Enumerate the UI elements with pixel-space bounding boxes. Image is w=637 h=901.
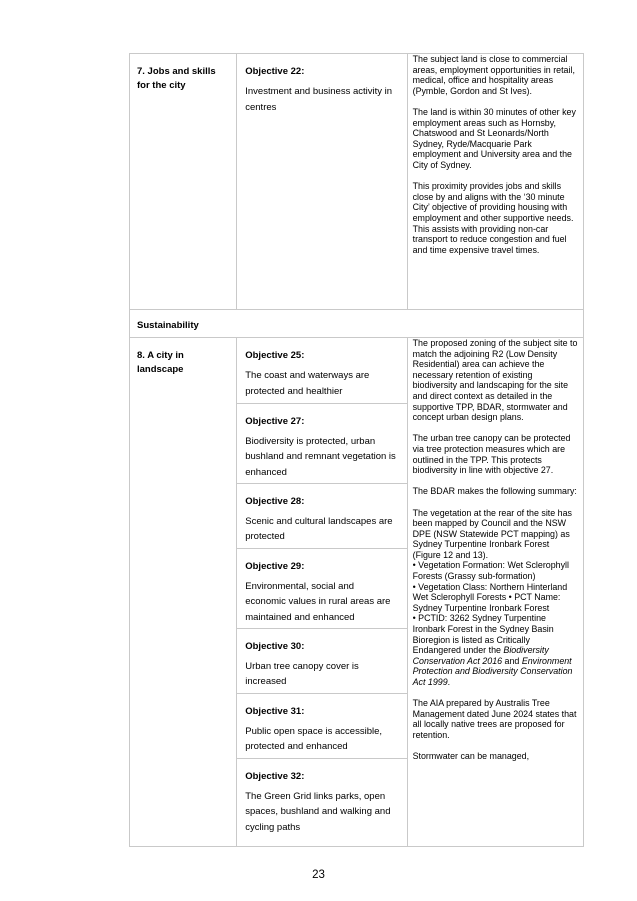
objective-item (237, 483, 406, 548)
objective-item (237, 758, 406, 835)
objective-item (237, 548, 406, 628)
objective-title: Objective 22: (245, 66, 305, 77)
bullet-item: • Vegetation Class: Northern Hinterland Wet Sclerophyll Forests • PCT Name: Sydney Turpentine Ironbark Forest (412, 581, 568, 613)
objective-item (237, 403, 406, 483)
objective-title: Objective 32: (245, 770, 305, 782)
policy-table (129, 53, 584, 847)
row-heading-jobs: 7. Jobs and skills for the city (130, 54, 237, 310)
objectives-list (237, 338, 406, 835)
table-row (130, 310, 584, 338)
table-row (130, 54, 584, 310)
bullet-item: • Vegetation Formation: Wet Sclerophyll Forests (Grassy sub-formation) (412, 560, 569, 582)
response-cell (407, 338, 583, 847)
objective-text: Investment and business activity in centres (245, 86, 393, 113)
response-paragraph: Stormwater can be managed, (412, 751, 530, 762)
summary-intro: The vegetation at the rear of the site has been mapped by Council and the NSW DPE (NSW Statewide PCT mapping) as Sydney Turpentine Ironbark Forest (Figure 12 and 13). (412, 507, 572, 560)
objective-item (237, 693, 406, 758)
objective-text: Scenic and cultural landscapes are protected (245, 515, 393, 542)
bullet-item: • PCTID: 3262 Sydney Turpentine Ironbark Forest in the Sydney Basin Bioregion is listed as Critically Endangered under the Biodiversity Conservation Act 2016 and Environment Protection and Biodiversity Conservation Act 1999. (412, 613, 573, 687)
page-number: 23 (312, 869, 325, 881)
objective-title: Objective 27: (245, 415, 305, 427)
objective-text: The Green Grid links parks, open spaces, bushland and walking and cycling paths (245, 790, 391, 833)
bdar-summary (413, 508, 578, 688)
table-row (130, 338, 584, 847)
response-paragraph: This proximity provides jobs and skills close by and aligns with the ‘30 minute City’ objective of providing housing with employment and other supportive needs. This assists with providing non-car transport to reduce congestion and fuel and time expensive travel times. (412, 181, 574, 255)
objective-text: Urban tree canopy cover is increased (245, 660, 359, 687)
objective-text: Biodiversity is protected, urban bushland and remnant vegetation is enhanced (245, 435, 396, 478)
response-paragraph: The BDAR makes the following summary: (412, 486, 577, 497)
response-paragraph: The land is within 30 minutes of other key employment areas such as Hornsby, Chatswood and St Leonards/North Sydney, Ryde/Macquarie Park employment and University area and the City of Sydney. (412, 106, 576, 170)
response-paragraph: The AIA prepared by Australis Tree Management dated June 2024 states that all locally native trees are proposed for retention. (412, 698, 577, 740)
objective-cell (237, 54, 407, 310)
objective-title: Objective 30: (245, 640, 305, 652)
response-paragraph: The urban tree canopy can be protected via tree protection measures which are outlined in the TPP. This protects biodiversity in line with objective 27. (412, 433, 571, 476)
objective-text: Environmental, social and economic values in rural areas are maintained and enhanced (245, 580, 391, 623)
response-cell (407, 54, 583, 310)
section-heading-sustainability: Sustainability (130, 310, 584, 338)
objective-title: Objective 31: (245, 705, 305, 717)
objective-item (237, 338, 406, 403)
response-paragraph: The subject land is close to commercial areas, employment opportunities in retail, medical, office and hospitality areas (Pymble, Gordon and St Ives). (412, 54, 575, 96)
objective-title: Objective 29: (245, 560, 305, 572)
response-paragraph: The proposed zoning of the subject site to match the adjoining R2 (Low Density Residential) area can achieve the necessary retention of existing biodiversity and landscaping for the site and direct context as detailed in the supportive TPP, BDAR, stormwater and concept urban design plans. (412, 338, 578, 423)
objectives-cell (237, 338, 407, 847)
objective-title: Objective 25: (245, 350, 305, 361)
objective-text: Public open space is accessible, protected and enhanced (245, 725, 383, 752)
row-heading-landscape: 8. A city in landscape (130, 338, 237, 847)
objective-item (237, 628, 406, 693)
objective-text: The coast and waterways are protected and healthier (245, 370, 370, 397)
objective-title: Objective 28: (245, 495, 305, 507)
